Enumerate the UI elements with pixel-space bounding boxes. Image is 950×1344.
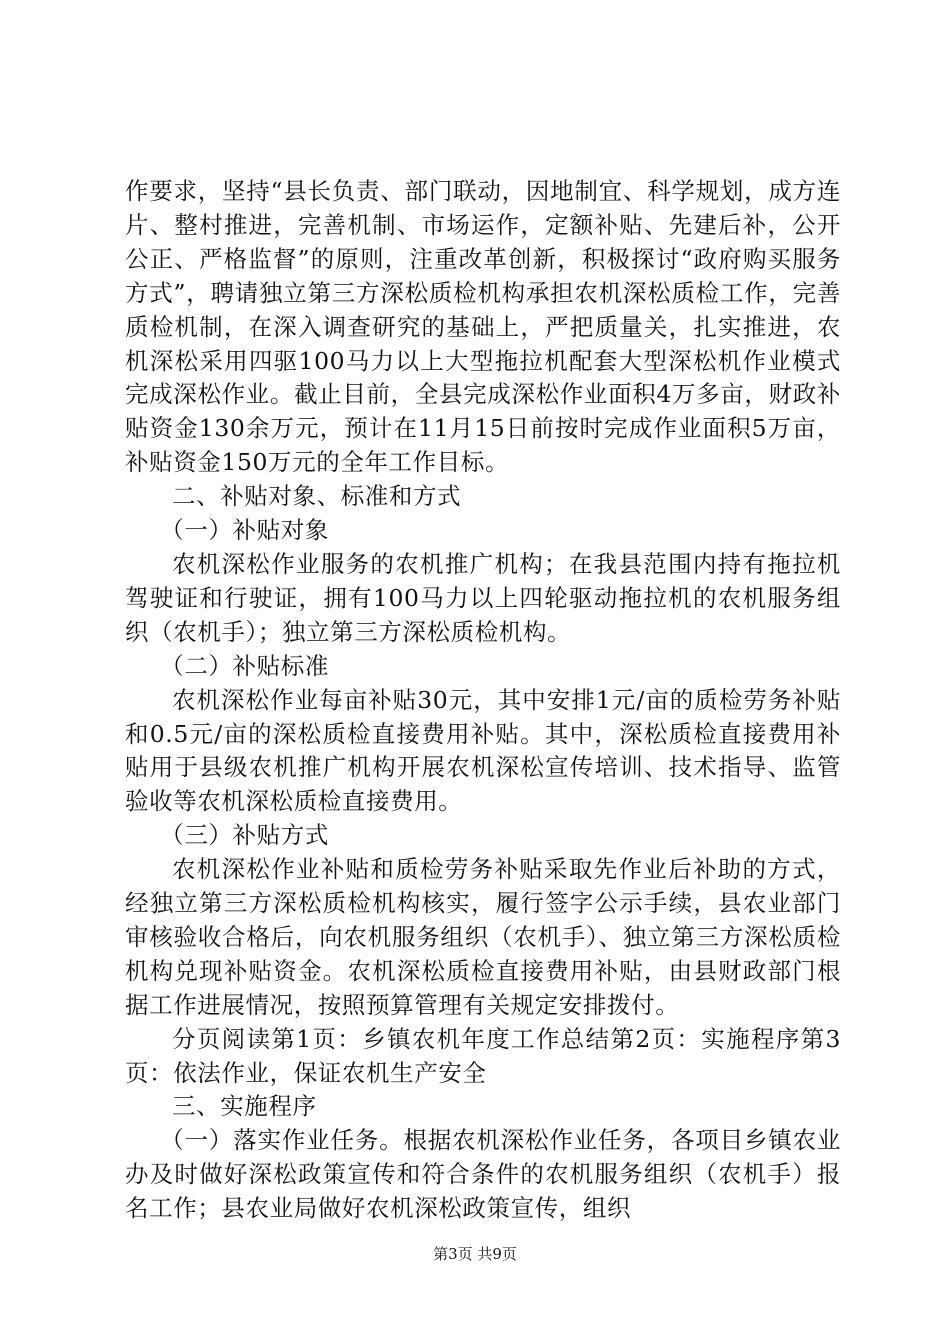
section-heading-subsidy: 二、补贴对象、标准和方式 (172, 482, 462, 511)
subheading-subsidy-standard: （二）补贴标准 (160, 651, 329, 680)
subheading-subsidy-method: （三）补贴方式 (160, 821, 329, 850)
paragraph-page-navigation: 分页阅读第1页：乡镇农机年度工作总结第2页：实施程序第3页：依法作业，保证农机生产安全 (125, 1024, 841, 1087)
paragraph-implement-tasks: （一）落实作业任务。根据农机深松作业任务，各项目乡镇农业办及时做好深松政策宣传和符合条件的农机服务组织（农机手）报名工作；县农业局做好农机深松政策宣传，组织 (125, 1126, 841, 1223)
page-number-label: 第3页 共9页 (433, 1245, 517, 1263)
paragraph-subsidy-targets: 农机深松作业服务的农机推广机构；在我县范围内持有拖拉机驾驶证和行驶证，拥有100马力以上四轮驱动拖拉机的农机服务组织（农机手）；独立第三方深松质检机构。 (125, 549, 841, 646)
page-footer (0, 1243, 950, 1264)
section-heading-procedure: 三、实施程序 (172, 1092, 317, 1121)
paragraph-subsidy-method: 农机深松作业补贴和质检劳务补贴采取先作业后补助的方式，经独立第三方深松质检机构核实，履行签字公示手续，县农业部门审核验收合格后，向农机服务组织（农机手）、独立第三方深松质检机构兑现补贴资金。农机深松质检直接费用补贴，由县财政部门根据工作进展情况，按照预算管理有关规定安排拨付。 (125, 855, 841, 1019)
paragraph-work-requirements: 作要求，坚持“县长负责、部门联动，因地制宜、科学规划，成方连片、整村推进，完善机制、市场运作，定额补贴、先建后补，公开公正、严格监督”的原则，注重改革创新，积极探讨“政府购买服务方式”，聘请独立第三方深松质检机构承担农机深松质检工作，完善质检机制，在深入调查研究的基础上，严把质量关，扎实推进，农机深松采用四驱100马力以上大型拖拉机配套大型深松机作业模式完成深松作业。截止目前，全县完成深松作业面积4万多亩，财政补贴资金130余万元，预计在11月15日前按时完成作业面积5万亩，补贴资金150万元的全年工作目标。 (125, 177, 841, 477)
subheading-subsidy-targets: （一）补贴对象 (160, 516, 329, 545)
paragraph-subsidy-standard: 农机深松作业每亩补贴30元，其中安排1元/亩的质检劳务补贴和0.5元/亩的深松质检直接费用补贴。其中，深松质检直接费用补贴用于县级农机推广机构开展农机深松宣传培训、技术指导、监管验收等农机深松质检直接费用。 (125, 685, 841, 816)
document-body (125, 175, 841, 1226)
